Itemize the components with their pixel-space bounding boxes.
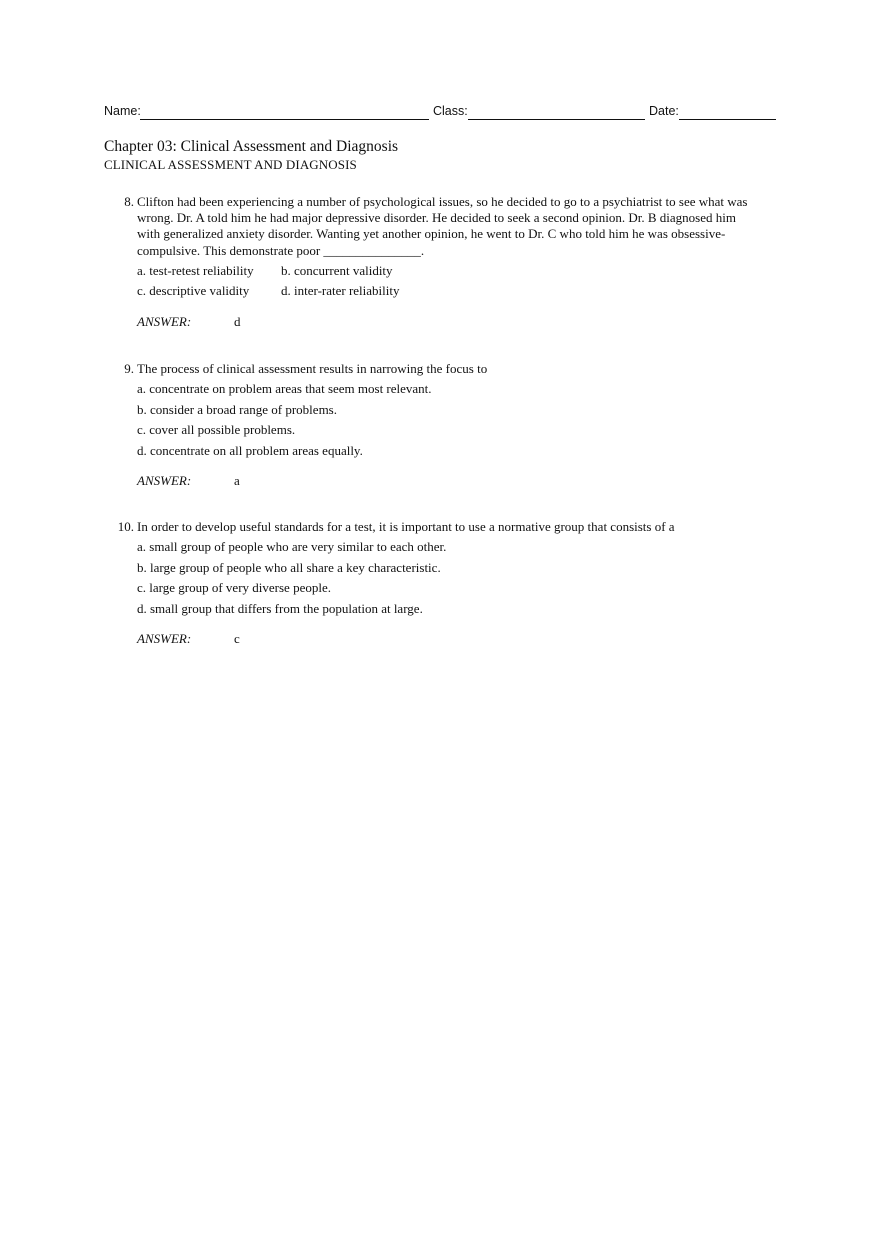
answer-line	[137, 471, 764, 491]
option-d: d. small group that differs from the population at large.	[137, 600, 423, 616]
question-number: 10.	[117, 519, 134, 534]
question-number: 8.	[124, 194, 134, 209]
option-b: b. concurrent validity	[281, 262, 393, 278]
answer-label: ANSWER:	[137, 473, 192, 489]
question-text: In order to develop useful standards for a test, it is important to use a normative group that consists of a	[137, 519, 675, 534]
answer-options	[137, 261, 764, 302]
option-c: c. cover all possible problems.	[137, 422, 296, 438]
option-b: b. consider a broad range of problems.	[137, 401, 337, 417]
option-c: c. descriptive validity	[137, 283, 250, 299]
question-9	[104, 361, 764, 491]
question-10	[104, 519, 764, 649]
class-label: Class:	[433, 104, 468, 118]
option-d: d. inter-rater reliability	[281, 283, 400, 299]
name-blank-line	[140, 119, 429, 120]
option-a: a. test-retest reliability	[137, 262, 254, 278]
option-c: c. large group of very diverse people.	[137, 580, 331, 596]
question-8	[104, 194, 764, 332]
answer-value: a	[234, 473, 240, 489]
chapter-title: Chapter 03: Clinical Assessment and Diagnosis	[104, 138, 399, 155]
answer-value: c	[234, 631, 240, 647]
option-a: a. concentrate on problem areas that seem most relevant.	[137, 381, 432, 397]
answer-value: d	[234, 313, 241, 329]
answer-options	[137, 537, 764, 619]
question-number: 9.	[124, 361, 134, 376]
date-blank-line	[679, 119, 776, 120]
student-info-header	[104, 104, 776, 124]
answer-line	[137, 312, 764, 332]
answer-label: ANSWER:	[137, 313, 192, 329]
answer-options	[137, 379, 764, 461]
name-label: Name:	[104, 104, 141, 118]
option-d: d. concentrate on all problem areas equally.	[137, 442, 363, 458]
question-text: The process of clinical assessment results in narrowing the focus to	[137, 361, 488, 376]
question-text: Clifton had been experiencing a number of psychological issues, so he decided to go to a psychiatrist to see what was wrong. Dr. A told him he had major depressive disorder. He decided to seek a second opinion. Dr. B diagnosed him with generalized anxiety disorder. Wanting yet another opinion, he went to Dr. C who told him he was obsessive-compulsive. This demonstrate poor _______________.	[137, 194, 748, 258]
option-a: a. small group of people who are very similar to each other.	[137, 539, 447, 555]
answer-line	[137, 629, 764, 649]
date-label: Date:	[649, 104, 679, 118]
class-blank-line	[468, 119, 645, 120]
option-b: b. large group of people who all share a key characteristic.	[137, 559, 441, 575]
chapter-subtitle: CLINICAL ASSESSMENT AND DIAGNOSIS	[104, 157, 357, 172]
answer-label: ANSWER:	[137, 631, 192, 647]
